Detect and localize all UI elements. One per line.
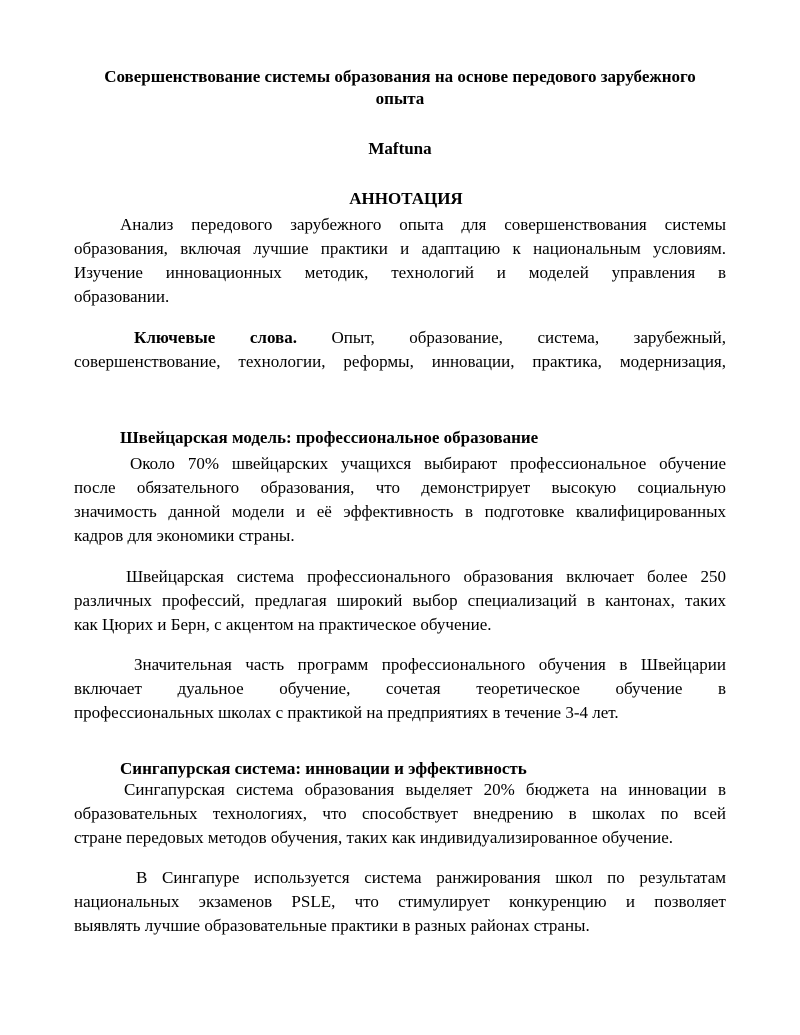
text-line: значимость данной модели и её эффективность в подготовке квалифицированных [74, 502, 726, 521]
swiss-paragraph-1 [74, 452, 726, 548]
keywords-line-2: совершенствование, технологии, реформы, инновации, практика, модернизация, [74, 352, 726, 371]
text-line: стране передовых методов обучения, таких как индивидуализированное обучение. [74, 828, 674, 847]
section-heading-singapore: Сингапурская система: инновации и эффективность [120, 759, 527, 778]
text-line: как Цюрих и Берн, с акцентом на практическое обучение. [74, 615, 492, 634]
text-line: профессиональных школах с практикой на предприятиях в течение 3-4 лет. [74, 703, 619, 722]
text-line: Около 70% швейцарских учащихся выбирают профессиональное обучение [130, 454, 726, 473]
keywords-list-start: Опыт, образование, система, зарубежный, [331, 328, 727, 347]
annotation-paragraph [74, 213, 726, 309]
author-name: Maftuna [368, 139, 432, 158]
text-line: Сингапурская система образования выделяет 20% бюджета на инновации в [124, 780, 726, 799]
text-line: Изучение инновационных методик, технологий и моделей управления в [74, 263, 726, 282]
text-line: образовании. [74, 287, 170, 306]
text-line: различных профессий, предлагая широкий выбор специализаций в кантонах, таких [74, 591, 726, 610]
annotation-heading: АННОТАЦИЯ [349, 189, 463, 208]
text-line: Значительная часть программ профессионального обучения в Швейцарии [134, 655, 726, 674]
text-line: включает дуальное обучение, сочетая теоретическое обучение в [74, 679, 726, 698]
singapore-paragraph-1 [74, 778, 726, 850]
keywords-label: Ключевые слова. [134, 328, 297, 347]
text-line: национальных экзаменов PSLE, что стимулирует конкуренцию и позволяет [74, 892, 726, 911]
text-line: образования, включая лучшие практики и адаптацию к национальным условиям. [74, 239, 726, 258]
text-line: Швейцарская система профессионального образования включает более 250 [126, 567, 726, 586]
text-line: В Сингапуре используется система ранжирования школ по результатам [136, 868, 726, 887]
text-line: выявлять лучшие образовательные практики в разных районах страны. [74, 916, 590, 935]
title-line-2: опыта [375, 89, 425, 108]
text-line: кадров для экономики страны. [74, 526, 295, 545]
text-line: образовательных технологиях, что способствует внедрению в школах по всей [74, 804, 726, 823]
document-title [70, 66, 730, 110]
section-heading-swiss: Швейцарская модель: профессиональное образование [120, 428, 539, 447]
singapore-paragraph-2 [74, 866, 726, 938]
title-line-1: Совершенствование системы образования на основе передового зарубежного [104, 67, 696, 86]
text-line: после обязательного образования, что демонстрирует высокую социальную [74, 478, 726, 497]
keywords-line-1 [74, 326, 726, 350]
swiss-paragraph-2 [74, 565, 726, 637]
swiss-paragraph-3 [74, 653, 726, 725]
keywords-paragraph [74, 326, 726, 374]
text-line: Анализ передового зарубежного опыта для совершенствования системы [120, 215, 726, 234]
